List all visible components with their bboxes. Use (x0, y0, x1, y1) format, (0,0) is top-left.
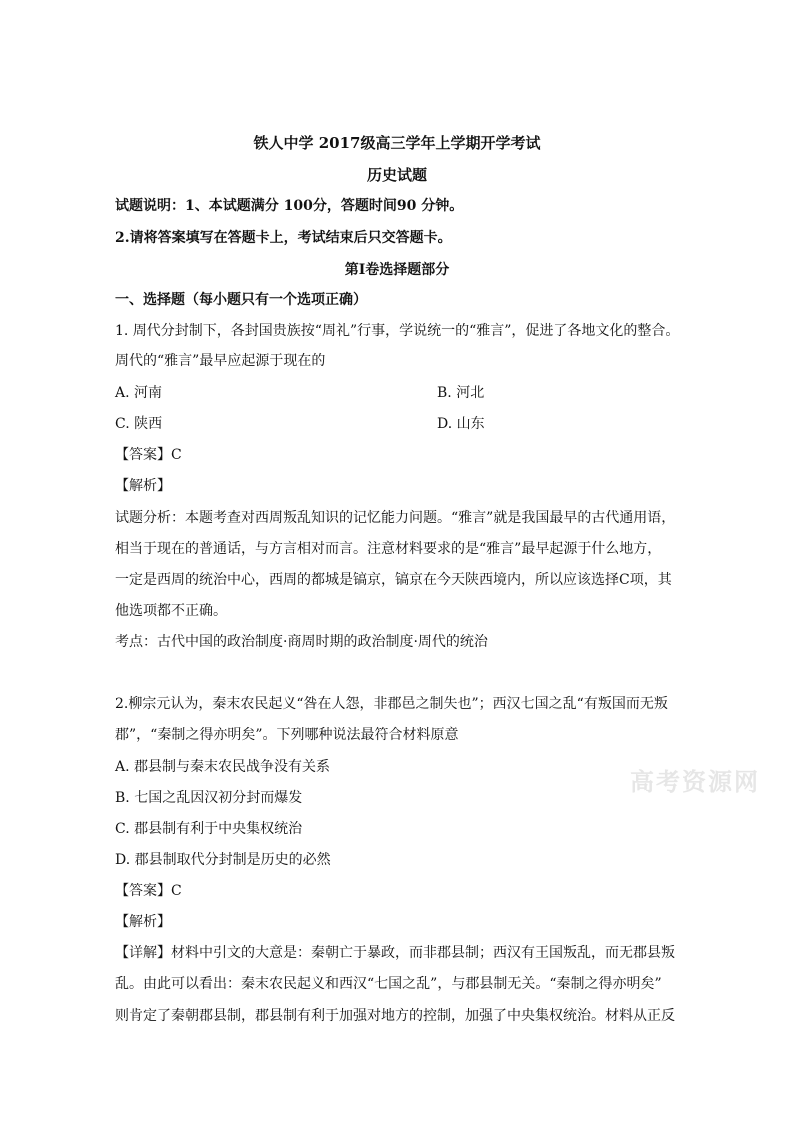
q1-analysis-line-2: 相当于现在的普通话，与方言相对而言。注意材料要求的是“雅言”最早起源于什么地方， (115, 541, 662, 557)
q2-option-a: A. 郡县制与秦末农民战争没有关系 (115, 759, 331, 775)
q2-option-b: B. 七国之乱因汉初分封而爆发 (115, 790, 303, 806)
q1-analysis-line-1: 试题分析：本题考查对西周叛乱知识的记忆能力问题。“雅言”就是我国最早的古代通用语， (115, 510, 676, 526)
instruction-line-2: 2.请将答案填写在答题卡上，考试结束后只交答题卡。 (115, 230, 452, 246)
q2-analysis-line-2: 乱。由此可以看出：秦末农民起义和西汉“七国之乱”，与郡县制无关。“秦制之得亦明矣” (115, 976, 662, 992)
q1-option-d: D. 山东 (437, 416, 485, 432)
q1-option-a: A. 河南 (115, 385, 163, 401)
q1-analysis-label: 【解析】 (115, 478, 171, 494)
exam-subtitle: 历史试题 (366, 166, 427, 184)
q2-analysis-label: 【解析】 (115, 914, 171, 930)
q1-stem-line-2: 周代的“雅言”最早应起源于现在的 (115, 353, 326, 369)
instruction-line-1: 试题说明：1、本试题满分 100分，答题时间90 分钟。 (115, 198, 464, 214)
watermark: 高考资源网 (630, 767, 760, 796)
q2-option-c: C. 郡县制有利于中央集权统治 (115, 821, 303, 837)
q1-analysis-line-4: 他选项都不正确。 (115, 603, 227, 619)
q2-stem-line-1: 2.柳宗元认为，秦末农民起义“咎在人怨，非郡邑之制失也”；西汉七国之乱“有叛国而无叛 (115, 696, 668, 712)
q1-option-b: B. 河北 (437, 385, 485, 401)
q2-answer: 【答案】C (115, 883, 182, 899)
q2-analysis-line-1: 【详解】材料中引文的大意是：秦朝亡于暴政，而非郡县制；西汉有王国叛乱，而无郡县叛 (115, 945, 675, 961)
q2-option-d: D. 郡县制取代分封制是历史的必然 (115, 852, 331, 868)
exam-title: 铁人中学 2017级高三学年上学期开学考试 (253, 134, 541, 152)
q2-stem-line-2: 郡”，“秦制之得亦明矣”。下列哪种说法最符合材料原意 (115, 727, 459, 743)
q1-stem-line-1: 1. 周代分封制下，各封国贵族按“周礼”行事，学说统一的“雅言”，促进了各地文化的整合。 (115, 323, 680, 339)
q1-kaodian: 考点：古代中国的政治制度·商周时期的政治制度·周代的统治 (115, 634, 488, 650)
part-title: 第Ⅰ卷选择题部分 (344, 262, 450, 278)
q1-answer: 【答案】C (115, 447, 182, 463)
section-title: 一、选择题（每小题只有一个选项正确） (115, 292, 367, 308)
q2-analysis-line-3: 则肯定了秦朝郡县制，郡县制有利于加强对地方的控制，加强了中央集权统治。材料从正反 (115, 1008, 675, 1024)
q1-analysis-line-3: 一定是西周的统治中心，西周的都城是镐京，镐京在今天陕西境内，所以应该选择C项，其 (115, 572, 672, 588)
q1-option-c: C. 陕西 (115, 416, 163, 432)
